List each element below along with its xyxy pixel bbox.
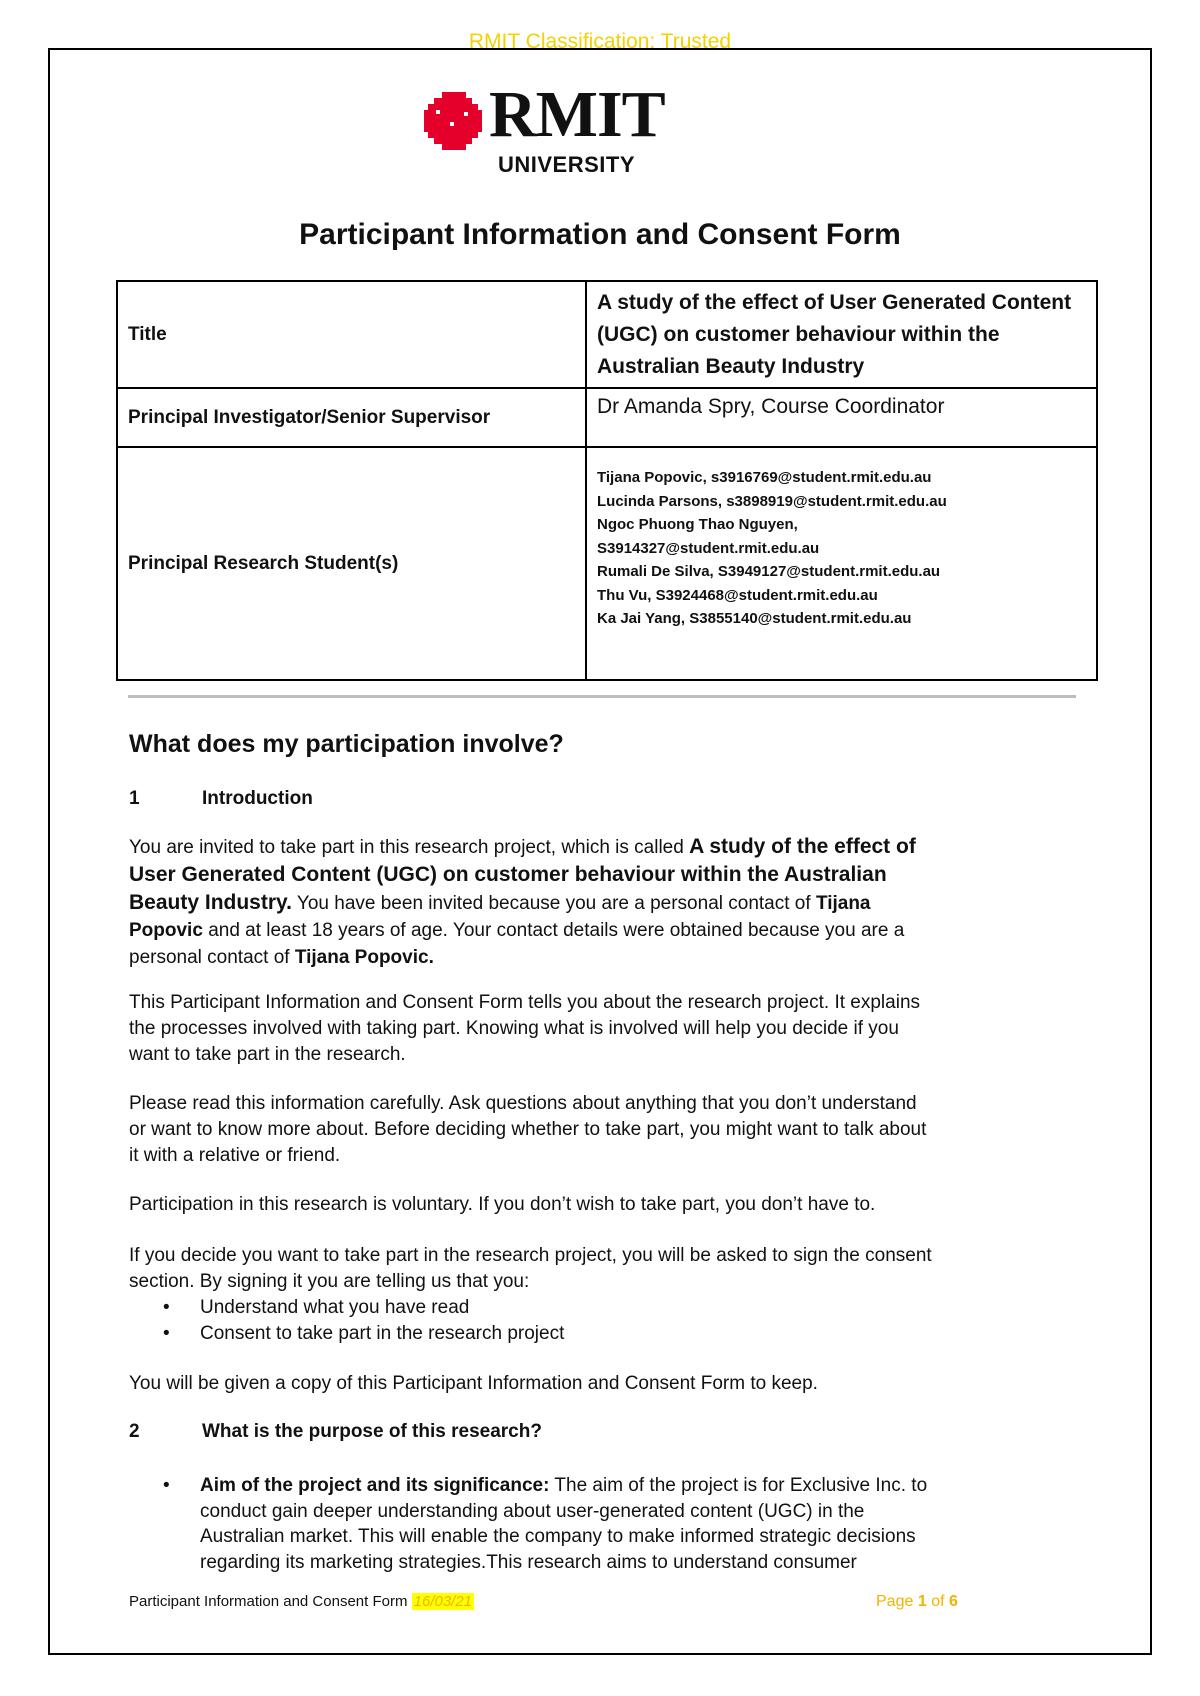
list-item: Lucinda Parsons, s3898919@student.rmit.edu.au bbox=[597, 492, 947, 510]
section-1-number: 1 bbox=[129, 788, 140, 809]
section-2-number: 2 bbox=[129, 1421, 140, 1442]
students-list bbox=[597, 458, 1086, 631]
list-item: Rumali De Silva, S3949127@student.rmit.edu.au bbox=[597, 563, 941, 580]
voluntary-paragraph: Participation in this research is voluntary. If you don’t wish to take part, you don’t have to. bbox=[129, 1194, 876, 1215]
aim-bullet bbox=[163, 1473, 1063, 1575]
study-title-part-2: User Generated Content (UGC) on customer behaviour within the Australian bbox=[129, 863, 887, 886]
list-item bbox=[163, 1321, 564, 1347]
section-1-title: Introduction bbox=[202, 788, 313, 809]
text-line: it with a relative or friend. bbox=[129, 1145, 341, 1166]
consent-paragraph bbox=[129, 1243, 1079, 1295]
list-item: Tijana Popovic, s3916769@student.rmit.edu.au bbox=[597, 469, 932, 486]
bullet-icon: • bbox=[163, 1475, 170, 1496]
supervisor-label: Principal Investigator/Senior Supervisor bbox=[117, 388, 586, 447]
page-word: Page bbox=[876, 1593, 914, 1610]
supervisor-value-cell bbox=[586, 388, 1097, 447]
current-page: 1 bbox=[917, 1593, 927, 1610]
contact-name-2: Popovic bbox=[129, 920, 203, 941]
bullet-icon: • bbox=[163, 1323, 170, 1344]
section-2-title: What is the purpose of this research? bbox=[202, 1421, 542, 1442]
bullet-icon: • bbox=[163, 1297, 170, 1318]
students-label: Principal Research Student(s) bbox=[117, 447, 586, 680]
classification-label: RMIT Classification: Trusted bbox=[468, 30, 732, 53]
text-line: section. By signing it you are telling us that you: bbox=[129, 1271, 530, 1292]
section-1-heading bbox=[129, 788, 313, 810]
intro-text-4: personal contact of bbox=[129, 947, 290, 968]
section-divider bbox=[128, 695, 1076, 698]
intro-text-1: You are invited to take part in this research project, which is called bbox=[129, 837, 684, 858]
copy-paragraph: You will be given a copy of this Participant Information and Consent Form to keep. bbox=[129, 1373, 818, 1394]
contact-name-1: Tijana bbox=[815, 893, 871, 914]
info-paragraph bbox=[129, 990, 1079, 1068]
title-value: A study of the effect of User Generated Content (UGC) on customer behaviour within the Australian Beauty Industry bbox=[597, 290, 1072, 378]
logo-subtitle: UNIVERSITY bbox=[498, 152, 636, 177]
text-line: want to take part in the research. bbox=[129, 1044, 406, 1065]
list-item: Thu Vu, S3924468@student.rmit.edu.au bbox=[597, 586, 878, 604]
total-pages: 6 bbox=[948, 1593, 958, 1610]
table-row-supervisor bbox=[117, 388, 1097, 447]
aim-label: Aim of the project and its significance: bbox=[200, 1475, 550, 1496]
students-value-cell bbox=[586, 447, 1097, 680]
section-2-heading bbox=[129, 1421, 542, 1443]
section-heading: What does my participation involve? bbox=[129, 730, 564, 758]
text-line: or want to know more about. Before deciding whether to take part, you might want to talk about bbox=[129, 1119, 927, 1140]
footer-date: 16/03/21 bbox=[413, 1593, 473, 1610]
bullet-text: Consent to take part in the research project bbox=[200, 1323, 565, 1344]
table-row-students bbox=[117, 447, 1097, 680]
list-item bbox=[163, 1295, 469, 1321]
bullet-text: Understand what you have read bbox=[200, 1297, 470, 1318]
study-title-part-3: Beauty Industry. bbox=[129, 891, 292, 914]
contact-name-3: Tijana Popovic. bbox=[294, 947, 434, 968]
text-line: The aim of the project is for Exclusive Inc. to bbox=[554, 1475, 928, 1496]
text-line: conduct gain deeper understanding about user-generated content (UGC) in the bbox=[200, 1500, 865, 1522]
intro-text-2: You have been invited because you are a personal contact of bbox=[296, 893, 811, 914]
text-line: regarding its marketing strategies.This research aims to understand consumer bbox=[200, 1551, 857, 1573]
list-item: S3914327@student.rmit.edu.au bbox=[597, 539, 820, 557]
title-value-cell bbox=[586, 281, 1097, 388]
supervisor-value: Dr Amanda Spry, Course Coordinator bbox=[597, 395, 945, 418]
title-label: Title bbox=[117, 281, 586, 388]
document-title: Participant Information and Consent Form bbox=[299, 218, 901, 251]
study-title-part-1: A study of the effect of bbox=[689, 835, 916, 858]
footer-page-number bbox=[876, 1593, 958, 1611]
text-line: If you decide you want to take part in the research project, you will be asked to sign the consent bbox=[129, 1245, 932, 1266]
table-row-title bbox=[117, 281, 1097, 388]
text-line: Please read this information carefully. Ask questions about anything that you don’t understand bbox=[129, 1093, 917, 1114]
text-line: Australian market. This will enable the company to make informed strategic decisions bbox=[200, 1526, 916, 1547]
intro-text-3: and at least 18 years of age. Your contact details were obtained because you are a bbox=[208, 920, 905, 941]
rmit-logo bbox=[424, 78, 674, 180]
logo-wordmark: RMIT bbox=[489, 78, 665, 151]
list-item: Ka Jai Yang, S3855140@student.rmit.edu.au bbox=[597, 610, 912, 627]
read-carefully-paragraph bbox=[129, 1091, 1079, 1169]
list-item: Ngoc Phuong Thao Nguyen, bbox=[597, 516, 798, 533]
study-info-table bbox=[116, 280, 1098, 681]
of-word: of bbox=[931, 1593, 945, 1610]
aim-text bbox=[200, 1473, 1063, 1575]
footer-form-label: Participant Information and Consent Form bbox=[129, 1593, 408, 1610]
intro-paragraph bbox=[129, 833, 1079, 971]
rmit-pixel-mark-icon bbox=[424, 92, 484, 150]
text-line: the processes involved with taking part. Knowing what is involved will help you decide if you bbox=[129, 1018, 899, 1039]
footer-form-name bbox=[129, 1593, 474, 1610]
text-line: This Participant Information and Consent Form tells you about the research project. It explains bbox=[129, 992, 921, 1013]
